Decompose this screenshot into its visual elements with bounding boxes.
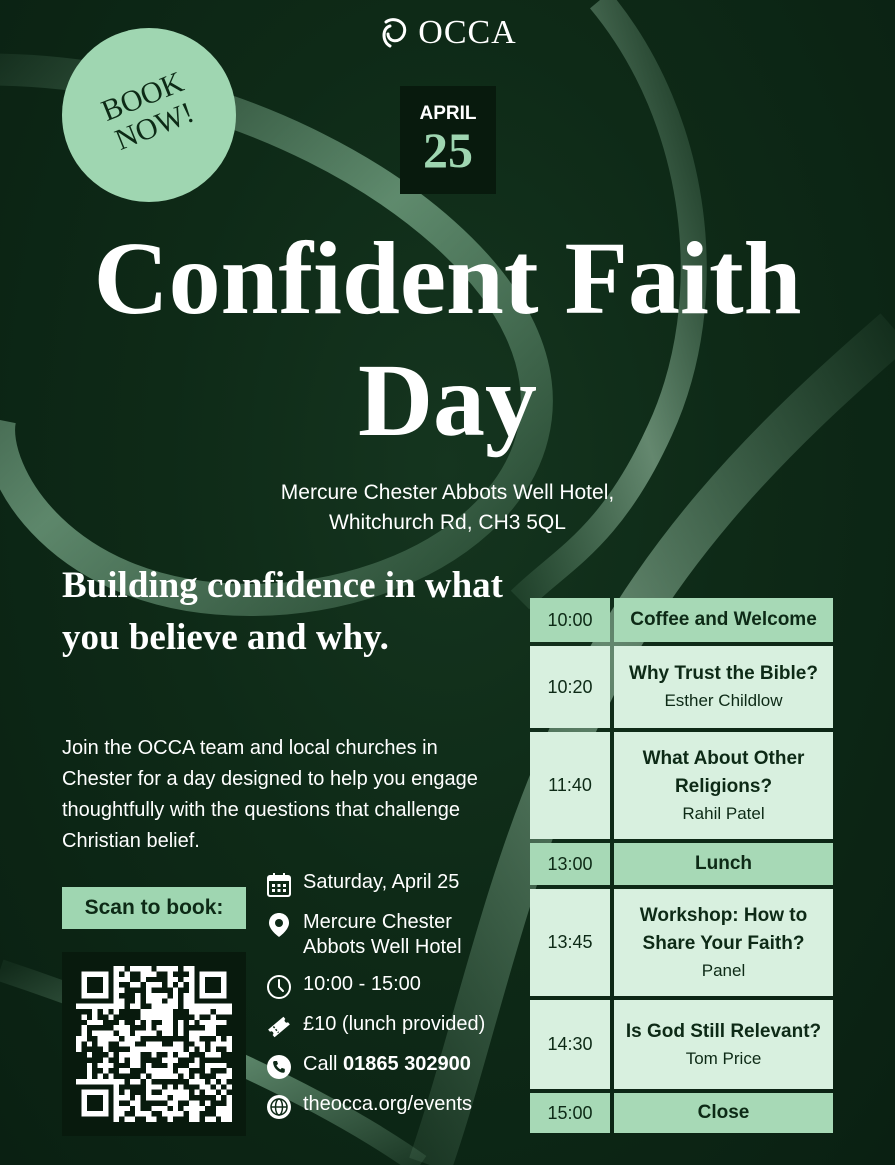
ticket-icon bbox=[266, 1014, 292, 1040]
venue-address: Mercure Chester Abbots Well Hotel, Whitchurch Rd, CH3 5QL bbox=[280, 481, 615, 534]
event-details bbox=[266, 870, 528, 1132]
phone-number[interactable]: 01865 302900 bbox=[343, 1053, 471, 1075]
schedule-row bbox=[530, 843, 833, 885]
schedule-session bbox=[614, 1093, 833, 1133]
schedule-table bbox=[530, 598, 833, 1137]
detail-date-text: Saturday, April 25 bbox=[303, 871, 460, 893]
scan-to-book-label: Scan to book: bbox=[62, 887, 246, 929]
clock-icon bbox=[266, 974, 292, 1000]
schedule-row bbox=[530, 732, 833, 839]
detail-price-text: £10 (lunch provided) bbox=[303, 1013, 486, 1035]
book-now-label: BOOK NOW! bbox=[97, 64, 199, 156]
event-title-line-2: Day bbox=[357, 343, 538, 458]
detail-website-text[interactable]: theocca.org/events bbox=[303, 1093, 472, 1115]
event-title bbox=[0, 218, 895, 462]
detail-time-text: 10:00 - 15:00 bbox=[303, 973, 421, 995]
session-speaker: Esther Childlow bbox=[664, 691, 783, 710]
occa-logo-mark-icon bbox=[378, 16, 412, 50]
detail-time bbox=[266, 972, 528, 1000]
session-speaker: Tom Price bbox=[685, 1048, 762, 1068]
intro-paragraph: Join the OCCA team and local churches in Chester for a day designed to help you engage thoughtfully with the questions that challenge Christian belief. bbox=[62, 737, 478, 852]
book-now-badge[interactable] bbox=[62, 28, 236, 202]
schedule-row bbox=[530, 1093, 833, 1133]
session-title: Workshop: How to Share Your Faith? bbox=[639, 904, 808, 954]
phone-icon bbox=[266, 1054, 292, 1080]
session-title: Coffee and Welcome bbox=[630, 609, 817, 630]
schedule-session bbox=[614, 889, 833, 996]
date-month: APRIL bbox=[419, 103, 477, 124]
schedule-row bbox=[530, 598, 833, 642]
detail-location bbox=[266, 910, 528, 960]
phone-prefix: Call bbox=[303, 1053, 344, 1075]
detail-phone-text bbox=[303, 1052, 471, 1077]
detail-website[interactable] bbox=[266, 1092, 528, 1120]
schedule-time: 15:00 bbox=[530, 1093, 610, 1133]
logo-text: OCCA bbox=[418, 14, 517, 51]
session-title: What About Other Religions? bbox=[642, 747, 805, 797]
schedule-session bbox=[614, 732, 833, 839]
qr-code[interactable] bbox=[62, 952, 246, 1136]
schedule-session bbox=[614, 843, 833, 885]
schedule-row bbox=[530, 1000, 833, 1089]
schedule-row bbox=[530, 646, 833, 728]
schedule-row bbox=[530, 889, 833, 996]
session-title: Lunch bbox=[695, 853, 752, 874]
qr-code-image bbox=[76, 966, 232, 1122]
schedule-session bbox=[614, 1000, 833, 1089]
schedule-session bbox=[614, 646, 833, 728]
globe-icon bbox=[266, 1094, 292, 1120]
detail-date bbox=[266, 870, 528, 898]
schedule-time: 13:45 bbox=[530, 889, 610, 996]
schedule-time: 13:00 bbox=[530, 843, 610, 885]
schedule-time: 11:40 bbox=[530, 732, 610, 839]
location-pin-icon bbox=[266, 912, 292, 938]
detail-price bbox=[266, 1012, 528, 1040]
date-day: 25 bbox=[423, 122, 473, 178]
schedule-time: 10:20 bbox=[530, 646, 610, 728]
headline: Building confidence in what you believe and why. bbox=[62, 565, 504, 658]
session-speaker: Panel bbox=[701, 960, 746, 980]
date-box bbox=[400, 86, 496, 194]
session-speaker: Rahil Patel bbox=[682, 803, 765, 823]
calendar-icon bbox=[266, 872, 292, 898]
event-title-line-1: Confident Faith bbox=[93, 221, 802, 336]
session-title: Is God Still Relevant? bbox=[625, 1020, 822, 1042]
session-title: Why Trust the Bible? bbox=[629, 663, 818, 684]
session-title: Close bbox=[697, 1102, 750, 1123]
schedule-time: 10:00 bbox=[530, 598, 610, 642]
schedule-time: 14:30 bbox=[530, 1000, 610, 1089]
detail-phone[interactable] bbox=[266, 1052, 528, 1080]
detail-location-text: Mercure Chester Abbots Well Hotel bbox=[303, 911, 462, 958]
schedule-session bbox=[614, 598, 833, 642]
